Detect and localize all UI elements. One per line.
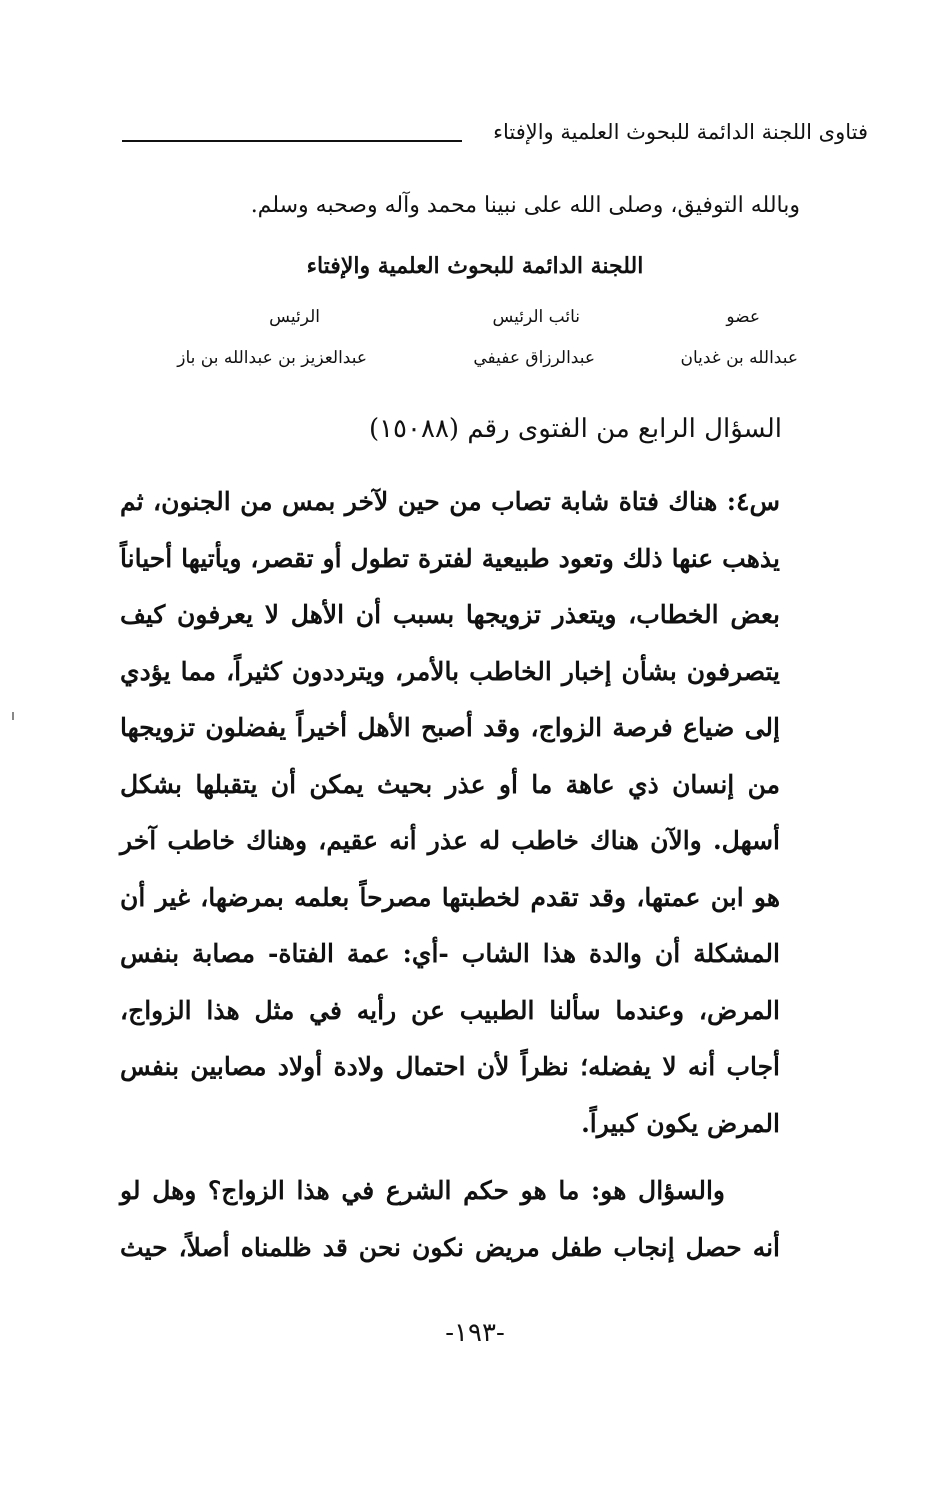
question-body: س٤: هناك فتاة شابة تصاب من حين لآخر بمس من الجنون، ثم يذهب عنها ذلك وتعود طبيعية لفترة تطول أو تقصر، ويأتيها أحياناً بعض الخطاب، ويتعذر تزويجها بسبب أن الأهل لا يعرفون كيف يتصرفون بشأن إخبار الخاطب بالأمر، ويترددون كثيراً، مما يؤدي إلى ضياع فرصة الزواج، وقد أصبح الأهل أخيراً يفضلون تزويجها من إنسان ذي عاهة ما أو عذر بحيث يمكن أن يتقبلها بشكل أسهل. والآن هناك خاطب له عذر أنه عقيم، وهناك خاطب آخر هو ابن عمتها، وقد تقدم لخطبتها مصرحاً بعلمه بمرضها، غير أن المشكلة أن والدة هذا الشاب -أي: عمة الفتاة- مصابة بنفس المرض، وعندما سألنا الطبيب عن رأيه في مثل هذا الزواج، أجاب أنه لا يفضله؛ نظراً لأن احتمال ولادة أولاد مصابين بنفس المرض يكون كبيراً. <box>120 487 780 1138</box>
signatory-role-president: الرئيس <box>269 307 320 327</box>
committee-name: اللجنة الدائمة للبحوث العلمية والإفتاء <box>306 253 644 279</box>
signatory-role-vice-president: نائب الرئيس <box>492 307 580 327</box>
question-title: السؤال الرابع من الفتوى رقم (١٥٠٨٨) <box>368 414 782 444</box>
page-number: -١٩٣- <box>445 1318 505 1348</box>
followup-paragraph: والسؤال هو: ما هو حكم الشرع في هذا الزواج؟ وهل لو أنه حصل إنجاب طفل مريض نكون نحن قد ظلمناه أصلاً، حيث <box>120 1176 780 1262</box>
running-header-title: فتاوى اللجنة الدائمة للبحوث العلمية والإفتاء <box>493 120 868 144</box>
signatory-name-president: عبدالعزيز بن عبدالله بن باز <box>177 348 367 368</box>
signatory-role-member: عضو <box>726 307 760 327</box>
header-rule <box>122 140 462 142</box>
closing-salutation: وبالله التوفيق، وصلى الله على نبينا محمد وآله وصحبه وسلم. <box>250 193 800 218</box>
signatory-name-member: عبدالله بن غديان <box>680 348 798 368</box>
margin-mark <box>12 712 14 720</box>
signatory-name-vice-president: عبدالرزاق عفيفي <box>473 348 595 368</box>
